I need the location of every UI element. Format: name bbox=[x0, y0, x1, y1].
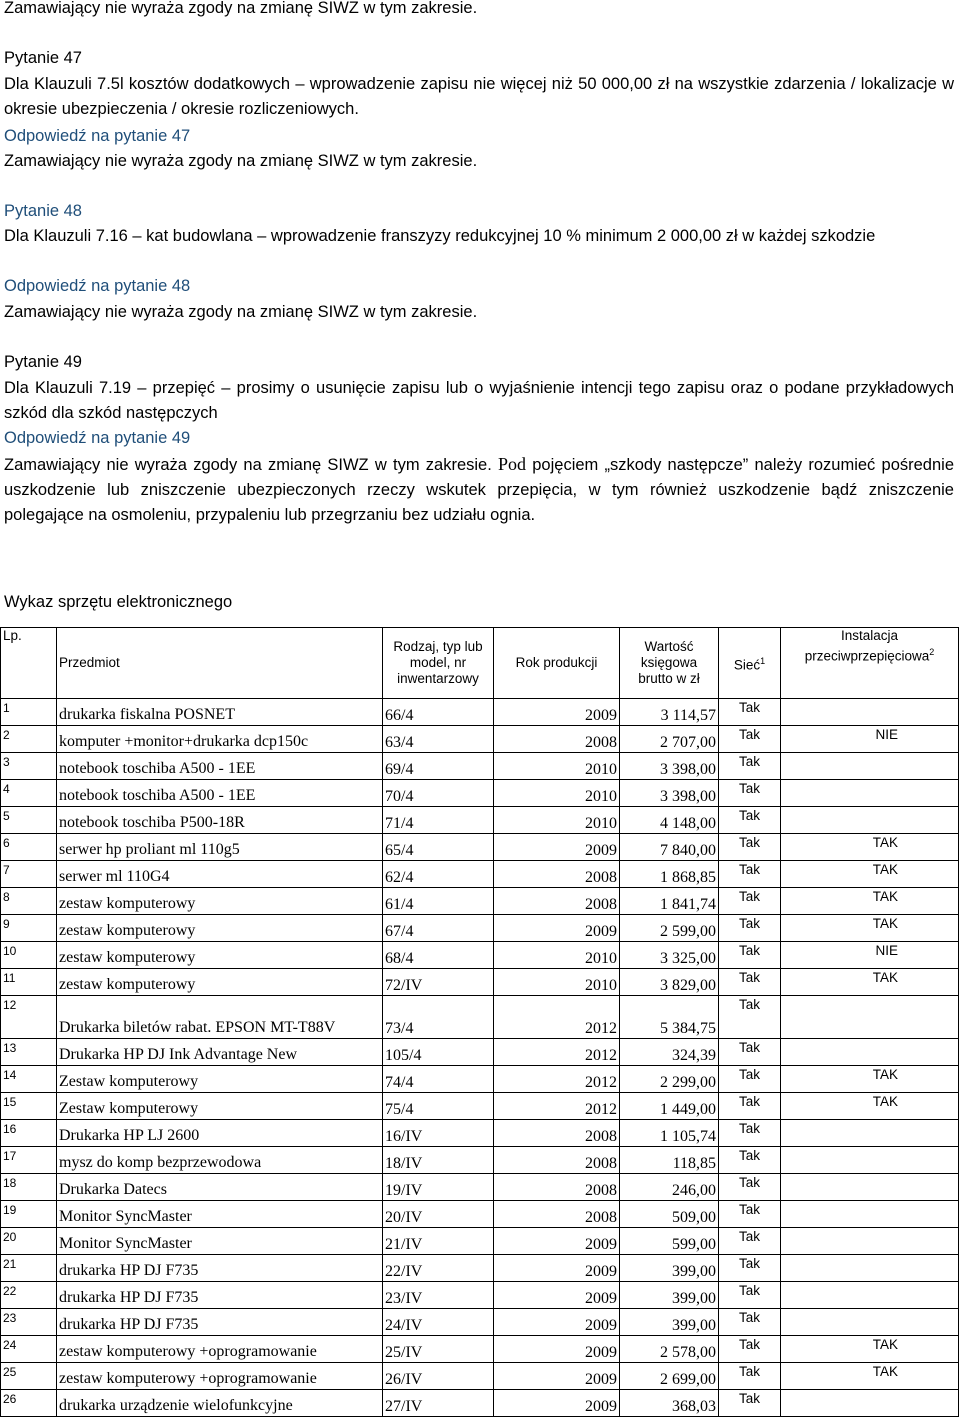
question-47-text: Dla Klauzuli 7.5l kosztów dodatkowych – wprowadzenie zapisu nie więcej niż 50 000,00 zł na wszystkie zdarzenia / lokalizacje w okresie ubezpieczenia / okresie rozliczeniowych. bbox=[4, 75, 954, 118]
cell-inst: TAK bbox=[781, 1363, 959, 1390]
cell-net: Tak bbox=[719, 861, 781, 888]
cell-year: 2009 bbox=[494, 1363, 620, 1390]
cell-item: Zestaw komputerowy bbox=[57, 1066, 383, 1093]
cell-year: 2008 bbox=[494, 726, 620, 753]
cell-inst bbox=[781, 1039, 959, 1066]
col-inst-label: Instalacja przeciwprzepięciowa bbox=[804, 628, 930, 664]
cell-item: zestaw komputerowy bbox=[57, 942, 383, 969]
cell-inv: 75/4 bbox=[383, 1093, 494, 1120]
cell-value: 3 398,00 bbox=[620, 780, 719, 807]
cell-net: Tak bbox=[719, 807, 781, 834]
cell-inv: 26/IV bbox=[383, 1363, 494, 1390]
cell-inst bbox=[781, 1174, 959, 1201]
cell-net: Tak bbox=[719, 1147, 781, 1174]
cell-net: Tak bbox=[719, 1201, 781, 1228]
cell-item: Monitor SyncMaster bbox=[57, 1201, 383, 1228]
cell-value: 3 829,00 bbox=[620, 969, 719, 996]
cell-lp: 23 bbox=[1, 1309, 57, 1336]
cell-item: zestaw komputerowy bbox=[57, 969, 383, 996]
table-row bbox=[1, 1174, 959, 1201]
answer-49-part-a: Zamawiający nie wyraża zgody na zmianę SIWZ w tym zakresie. bbox=[4, 456, 499, 474]
cell-lp: 8 bbox=[1, 888, 57, 915]
cell-inv: 105/4 bbox=[383, 1039, 494, 1066]
table-row bbox=[1, 1336, 959, 1363]
col-item: Przedmiot bbox=[57, 628, 383, 699]
cell-lp: 3 bbox=[1, 753, 57, 780]
cell-net: Tak bbox=[719, 1336, 781, 1363]
cell-net: Tak bbox=[719, 1066, 781, 1093]
cell-inst: TAK bbox=[781, 861, 959, 888]
cell-inst bbox=[781, 1147, 959, 1174]
table-row bbox=[1, 834, 959, 861]
cell-item: Zestaw komputerowy bbox=[57, 1093, 383, 1120]
cell-net: Tak bbox=[719, 1093, 781, 1120]
cell-year: 2008 bbox=[494, 1201, 620, 1228]
cell-net: Tak bbox=[719, 834, 781, 861]
cell-inv: 19/IV bbox=[383, 1174, 494, 1201]
table-row bbox=[1, 1228, 959, 1255]
cell-lp: 20 bbox=[1, 1228, 57, 1255]
cell-item: komputer +monitor+drukarka dcp150c bbox=[57, 726, 383, 753]
cell-inv: 68/4 bbox=[383, 942, 494, 969]
cell-inst: NIE bbox=[781, 942, 959, 969]
cell-inv: 22/IV bbox=[383, 1255, 494, 1282]
table-row bbox=[1, 807, 959, 834]
table-row bbox=[1, 1363, 959, 1390]
cell-value: 399,00 bbox=[620, 1282, 719, 1309]
cell-item: zestaw komputerowy +oprogramowanie bbox=[57, 1336, 383, 1363]
section-title: Wykaz sprzętu elektronicznego bbox=[4, 593, 233, 611]
cell-lp: 12 bbox=[1, 996, 57, 1039]
table-row bbox=[1, 780, 959, 807]
cell-year: 2009 bbox=[494, 1390, 620, 1417]
cell-inv: 67/4 bbox=[383, 915, 494, 942]
cell-item: zestaw komputerowy +oprogramowanie bbox=[57, 1363, 383, 1390]
cell-year: 2012 bbox=[494, 1066, 620, 1093]
cell-value: 7 840,00 bbox=[620, 834, 719, 861]
cell-inv: 23/IV bbox=[383, 1282, 494, 1309]
table-row bbox=[1, 726, 959, 753]
cell-inv: 61/4 bbox=[383, 888, 494, 915]
col-net-footnote: 1 bbox=[760, 655, 766, 666]
cell-inst bbox=[781, 699, 959, 726]
cell-lp: 16 bbox=[1, 1120, 57, 1147]
cell-inv: 74/4 bbox=[383, 1066, 494, 1093]
cell-inst bbox=[781, 753, 959, 780]
cell-inv: 66/4 bbox=[383, 699, 494, 726]
cell-net: Tak bbox=[719, 1039, 781, 1066]
cell-lp: 18 bbox=[1, 1174, 57, 1201]
cell-net: Tak bbox=[719, 915, 781, 942]
answer-49-text bbox=[4, 452, 954, 528]
cell-year: 2009 bbox=[494, 1255, 620, 1282]
table-row bbox=[1, 942, 959, 969]
cell-item: drukarka urządzenie wielofunkcyjne bbox=[57, 1390, 383, 1417]
cell-value: 399,00 bbox=[620, 1255, 719, 1282]
table-row bbox=[1, 1120, 959, 1147]
table-row bbox=[1, 915, 959, 942]
cell-year: 2010 bbox=[494, 807, 620, 834]
cell-inv: 69/4 bbox=[383, 753, 494, 780]
cell-item: notebook toschiba A500 - 1EE bbox=[57, 780, 383, 807]
cell-net: Tak bbox=[719, 726, 781, 753]
cell-item: zestaw komputerowy bbox=[57, 915, 383, 942]
question-49-text: Dla Klauzuli 7.19 – przepięć – prosimy o usunięcie zapisu lub o wyjaśnienie intencji tego zapisu oraz o podane przykładowych szkód dla szkód następczych bbox=[4, 379, 954, 422]
table-row bbox=[1, 699, 959, 726]
cell-inst bbox=[781, 1120, 959, 1147]
cell-item: serwer hp proliant ml 110g5 bbox=[57, 834, 383, 861]
cell-value: 3 398,00 bbox=[620, 753, 719, 780]
col-lp: Lp. bbox=[1, 628, 57, 699]
cell-inv: 63/4 bbox=[383, 726, 494, 753]
table-row bbox=[1, 996, 959, 1039]
cell-year: 2009 bbox=[494, 699, 620, 726]
equipment-table bbox=[0, 627, 959, 1417]
table-row bbox=[1, 969, 959, 996]
cell-inv: 72/IV bbox=[383, 969, 494, 996]
cell-lp: 13 bbox=[1, 1039, 57, 1066]
cell-lp: 5 bbox=[1, 807, 57, 834]
cell-item: drukarka HP DJ F735 bbox=[57, 1282, 383, 1309]
cell-net: Tak bbox=[719, 1363, 781, 1390]
cell-year: 2008 bbox=[494, 861, 620, 888]
cell-lp: 14 bbox=[1, 1066, 57, 1093]
cell-year: 2008 bbox=[494, 1147, 620, 1174]
cell-net: Tak bbox=[719, 1390, 781, 1417]
cell-item: serwer ml 110G4 bbox=[57, 861, 383, 888]
cell-value: 1 841,74 bbox=[620, 888, 719, 915]
cell-inv: 27/IV bbox=[383, 1390, 494, 1417]
cell-inv: 21/IV bbox=[383, 1228, 494, 1255]
cell-net: Tak bbox=[719, 1309, 781, 1336]
col-net bbox=[719, 628, 781, 699]
top-answer-line: Zamawiający nie wyraża zgody na zmianę SIWZ w tym zakresie. bbox=[4, 0, 478, 17]
cell-inst: TAK bbox=[781, 1066, 959, 1093]
cell-inst: TAK bbox=[781, 915, 959, 942]
cell-value: 599,00 bbox=[620, 1228, 719, 1255]
cell-inst bbox=[781, 996, 959, 1039]
cell-inst bbox=[781, 1255, 959, 1282]
cell-net: Tak bbox=[719, 996, 781, 1039]
cell-year: 2012 bbox=[494, 1039, 620, 1066]
cell-year: 2009 bbox=[494, 1336, 620, 1363]
cell-lp: 1 bbox=[1, 699, 57, 726]
cell-lp: 26 bbox=[1, 1390, 57, 1417]
table-row bbox=[1, 1309, 959, 1336]
cell-net: Tak bbox=[719, 699, 781, 726]
cell-year: 2009 bbox=[494, 1309, 620, 1336]
cell-net: Tak bbox=[719, 1174, 781, 1201]
cell-value: 2 707,00 bbox=[620, 726, 719, 753]
cell-lp: 17 bbox=[1, 1147, 57, 1174]
cell-net: Tak bbox=[719, 1282, 781, 1309]
cell-value: 1 868,85 bbox=[620, 861, 719, 888]
cell-inv: 16/IV bbox=[383, 1120, 494, 1147]
table-row bbox=[1, 1039, 959, 1066]
answer-47-text: Zamawiający nie wyraża zgody na zmianę SIWZ w tym zakresie. bbox=[4, 152, 478, 170]
cell-net: Tak bbox=[719, 888, 781, 915]
cell-inv: 71/4 bbox=[383, 807, 494, 834]
question-48-text: Dla Klauzuli 7.16 – kat budowlana – wprowadzenie franszyzy redukcyjnej 10 % minimum 2 000,00 zł w każdej szkodzie bbox=[4, 227, 876, 245]
cell-value: 1 449,00 bbox=[620, 1093, 719, 1120]
cell-year: 2012 bbox=[494, 996, 620, 1039]
cell-inst: TAK bbox=[781, 1093, 959, 1120]
cell-year: 2010 bbox=[494, 753, 620, 780]
cell-value: 2 699,00 bbox=[620, 1363, 719, 1390]
table-row bbox=[1, 753, 959, 780]
cell-inv: 20/IV bbox=[383, 1201, 494, 1228]
cell-inst: TAK bbox=[781, 888, 959, 915]
cell-value: 509,00 bbox=[620, 1201, 719, 1228]
col-year: Rok produkcji bbox=[494, 628, 620, 699]
cell-value: 368,03 bbox=[620, 1390, 719, 1417]
cell-year: 2009 bbox=[494, 834, 620, 861]
cell-inv: 73/4 bbox=[383, 996, 494, 1039]
cell-lp: 6 bbox=[1, 834, 57, 861]
cell-value: 118,85 bbox=[620, 1147, 719, 1174]
table-row bbox=[1, 861, 959, 888]
cell-lp: 19 bbox=[1, 1201, 57, 1228]
cell-value: 3 325,00 bbox=[620, 942, 719, 969]
cell-item: Drukarka Datecs bbox=[57, 1174, 383, 1201]
table-row bbox=[1, 1066, 959, 1093]
cell-value: 399,00 bbox=[620, 1309, 719, 1336]
col-inst-footnote: 2 bbox=[929, 647, 935, 657]
cell-year: 2009 bbox=[494, 1228, 620, 1255]
cell-net: Tak bbox=[719, 969, 781, 996]
cell-inv: 62/4 bbox=[383, 861, 494, 888]
cell-value: 5 384,75 bbox=[620, 996, 719, 1039]
answer-47-title: Odpowiedź na pytanie 47 bbox=[4, 127, 191, 145]
cell-year: 2010 bbox=[494, 780, 620, 807]
cell-net: Tak bbox=[719, 1120, 781, 1147]
table-header-row bbox=[1, 628, 959, 699]
col-value: Wartość księgowa brutto w zł bbox=[620, 628, 719, 699]
answer-49-title: Odpowiedź na pytanie 49 bbox=[4, 429, 191, 447]
question-47-title: Pytanie 47 bbox=[4, 49, 82, 67]
cell-item: drukarka HP DJ F735 bbox=[57, 1309, 383, 1336]
cell-net: Tak bbox=[719, 753, 781, 780]
cell-inv: 70/4 bbox=[383, 780, 494, 807]
table-row bbox=[1, 1390, 959, 1417]
cell-year: 2010 bbox=[494, 969, 620, 996]
cell-year: 2008 bbox=[494, 888, 620, 915]
table-row bbox=[1, 1282, 959, 1309]
cell-net: Tak bbox=[719, 780, 781, 807]
cell-inst bbox=[781, 1228, 959, 1255]
cell-lp: 25 bbox=[1, 1363, 57, 1390]
cell-year: 2010 bbox=[494, 942, 620, 969]
cell-lp: 10 bbox=[1, 942, 57, 969]
cell-value: 2 299,00 bbox=[620, 1066, 719, 1093]
cell-value: 2 599,00 bbox=[620, 915, 719, 942]
cell-item: Drukarka HP LJ 2600 bbox=[57, 1120, 383, 1147]
answer-49-part-b: Pod bbox=[498, 454, 527, 474]
question-48-title: Pytanie 48 bbox=[4, 202, 82, 220]
cell-inst: TAK bbox=[781, 969, 959, 996]
cell-inst: TAK bbox=[781, 834, 959, 861]
cell-inst: NIE bbox=[781, 726, 959, 753]
cell-value: 4 148,00 bbox=[620, 807, 719, 834]
cell-item: notebook toschiba P500-18R bbox=[57, 807, 383, 834]
table-row bbox=[1, 1255, 959, 1282]
cell-lp: 7 bbox=[1, 861, 57, 888]
table-row bbox=[1, 1201, 959, 1228]
cell-item: Monitor SyncMaster bbox=[57, 1228, 383, 1255]
cell-year: 2009 bbox=[494, 915, 620, 942]
cell-item: zestaw komputerowy bbox=[57, 888, 383, 915]
question-49-title: Pytanie 49 bbox=[4, 353, 82, 371]
cell-lp: 2 bbox=[1, 726, 57, 753]
cell-lp: 4 bbox=[1, 780, 57, 807]
cell-net: Tak bbox=[719, 1228, 781, 1255]
cell-inst bbox=[781, 1201, 959, 1228]
cell-inst bbox=[781, 1390, 959, 1417]
cell-lp: 21 bbox=[1, 1255, 57, 1282]
cell-value: 324,39 bbox=[620, 1039, 719, 1066]
cell-item: drukarka HP DJ F735 bbox=[57, 1255, 383, 1282]
cell-lp: 9 bbox=[1, 915, 57, 942]
answer-48-title: Odpowiedź na pytanie 48 bbox=[4, 277, 191, 295]
cell-inv: 25/IV bbox=[383, 1336, 494, 1363]
cell-inv: 18/IV bbox=[383, 1147, 494, 1174]
col-inv: Rodzaj, typ lub model, nr inwentarzowy bbox=[383, 628, 494, 699]
table-row bbox=[1, 1147, 959, 1174]
cell-inv: 24/IV bbox=[383, 1309, 494, 1336]
cell-year: 2009 bbox=[494, 1282, 620, 1309]
cell-lp: 15 bbox=[1, 1093, 57, 1120]
cell-net: Tak bbox=[719, 1255, 781, 1282]
cell-value: 246,00 bbox=[620, 1174, 719, 1201]
cell-item: drukarka fiskalna POSNET bbox=[57, 699, 383, 726]
cell-lp: 11 bbox=[1, 969, 57, 996]
cell-inst bbox=[781, 1309, 959, 1336]
cell-item: mysz do komp bezprzewodowa bbox=[57, 1147, 383, 1174]
cell-net: Tak bbox=[719, 942, 781, 969]
cell-inst bbox=[781, 1282, 959, 1309]
cell-inst bbox=[781, 780, 959, 807]
cell-year: 2012 bbox=[494, 1093, 620, 1120]
cell-lp: 24 bbox=[1, 1336, 57, 1363]
cell-inst bbox=[781, 807, 959, 834]
cell-value: 3 114,57 bbox=[620, 699, 719, 726]
cell-item: Drukarka biletów rabat. EPSON MT-T88V bbox=[57, 996, 383, 1039]
cell-year: 2008 bbox=[494, 1120, 620, 1147]
cell-item: notebook toschiba A500 - 1EE bbox=[57, 753, 383, 780]
cell-value: 2 578,00 bbox=[620, 1336, 719, 1363]
cell-item: Drukarka HP DJ Ink Advantage New bbox=[57, 1039, 383, 1066]
answer-48-text: Zamawiający nie wyraża zgody na zmianę SIWZ w tym zakresie. bbox=[4, 303, 478, 321]
answer-49-part-c: pojęciem „szkody następcze” należy rozumieć pośrednie uszkodzenie lub zniszczenie ubezpieczonych rzeczy wskutek przepięcia, w tym również uszkodzenie bądź zniszczenie polegające na osmoleniu, przypaleniu lub przegrzaniu bez udziału ognia. bbox=[4, 456, 954, 524]
cell-year: 2008 bbox=[494, 1174, 620, 1201]
table-row bbox=[1, 888, 959, 915]
cell-value: 1 105,74 bbox=[620, 1120, 719, 1147]
cell-inv: 65/4 bbox=[383, 834, 494, 861]
table-row bbox=[1, 1093, 959, 1120]
col-inst bbox=[781, 628, 959, 699]
col-net-label: Sieć bbox=[733, 657, 761, 673]
cell-lp: 22 bbox=[1, 1282, 57, 1309]
cell-inst: TAK bbox=[781, 1336, 959, 1363]
